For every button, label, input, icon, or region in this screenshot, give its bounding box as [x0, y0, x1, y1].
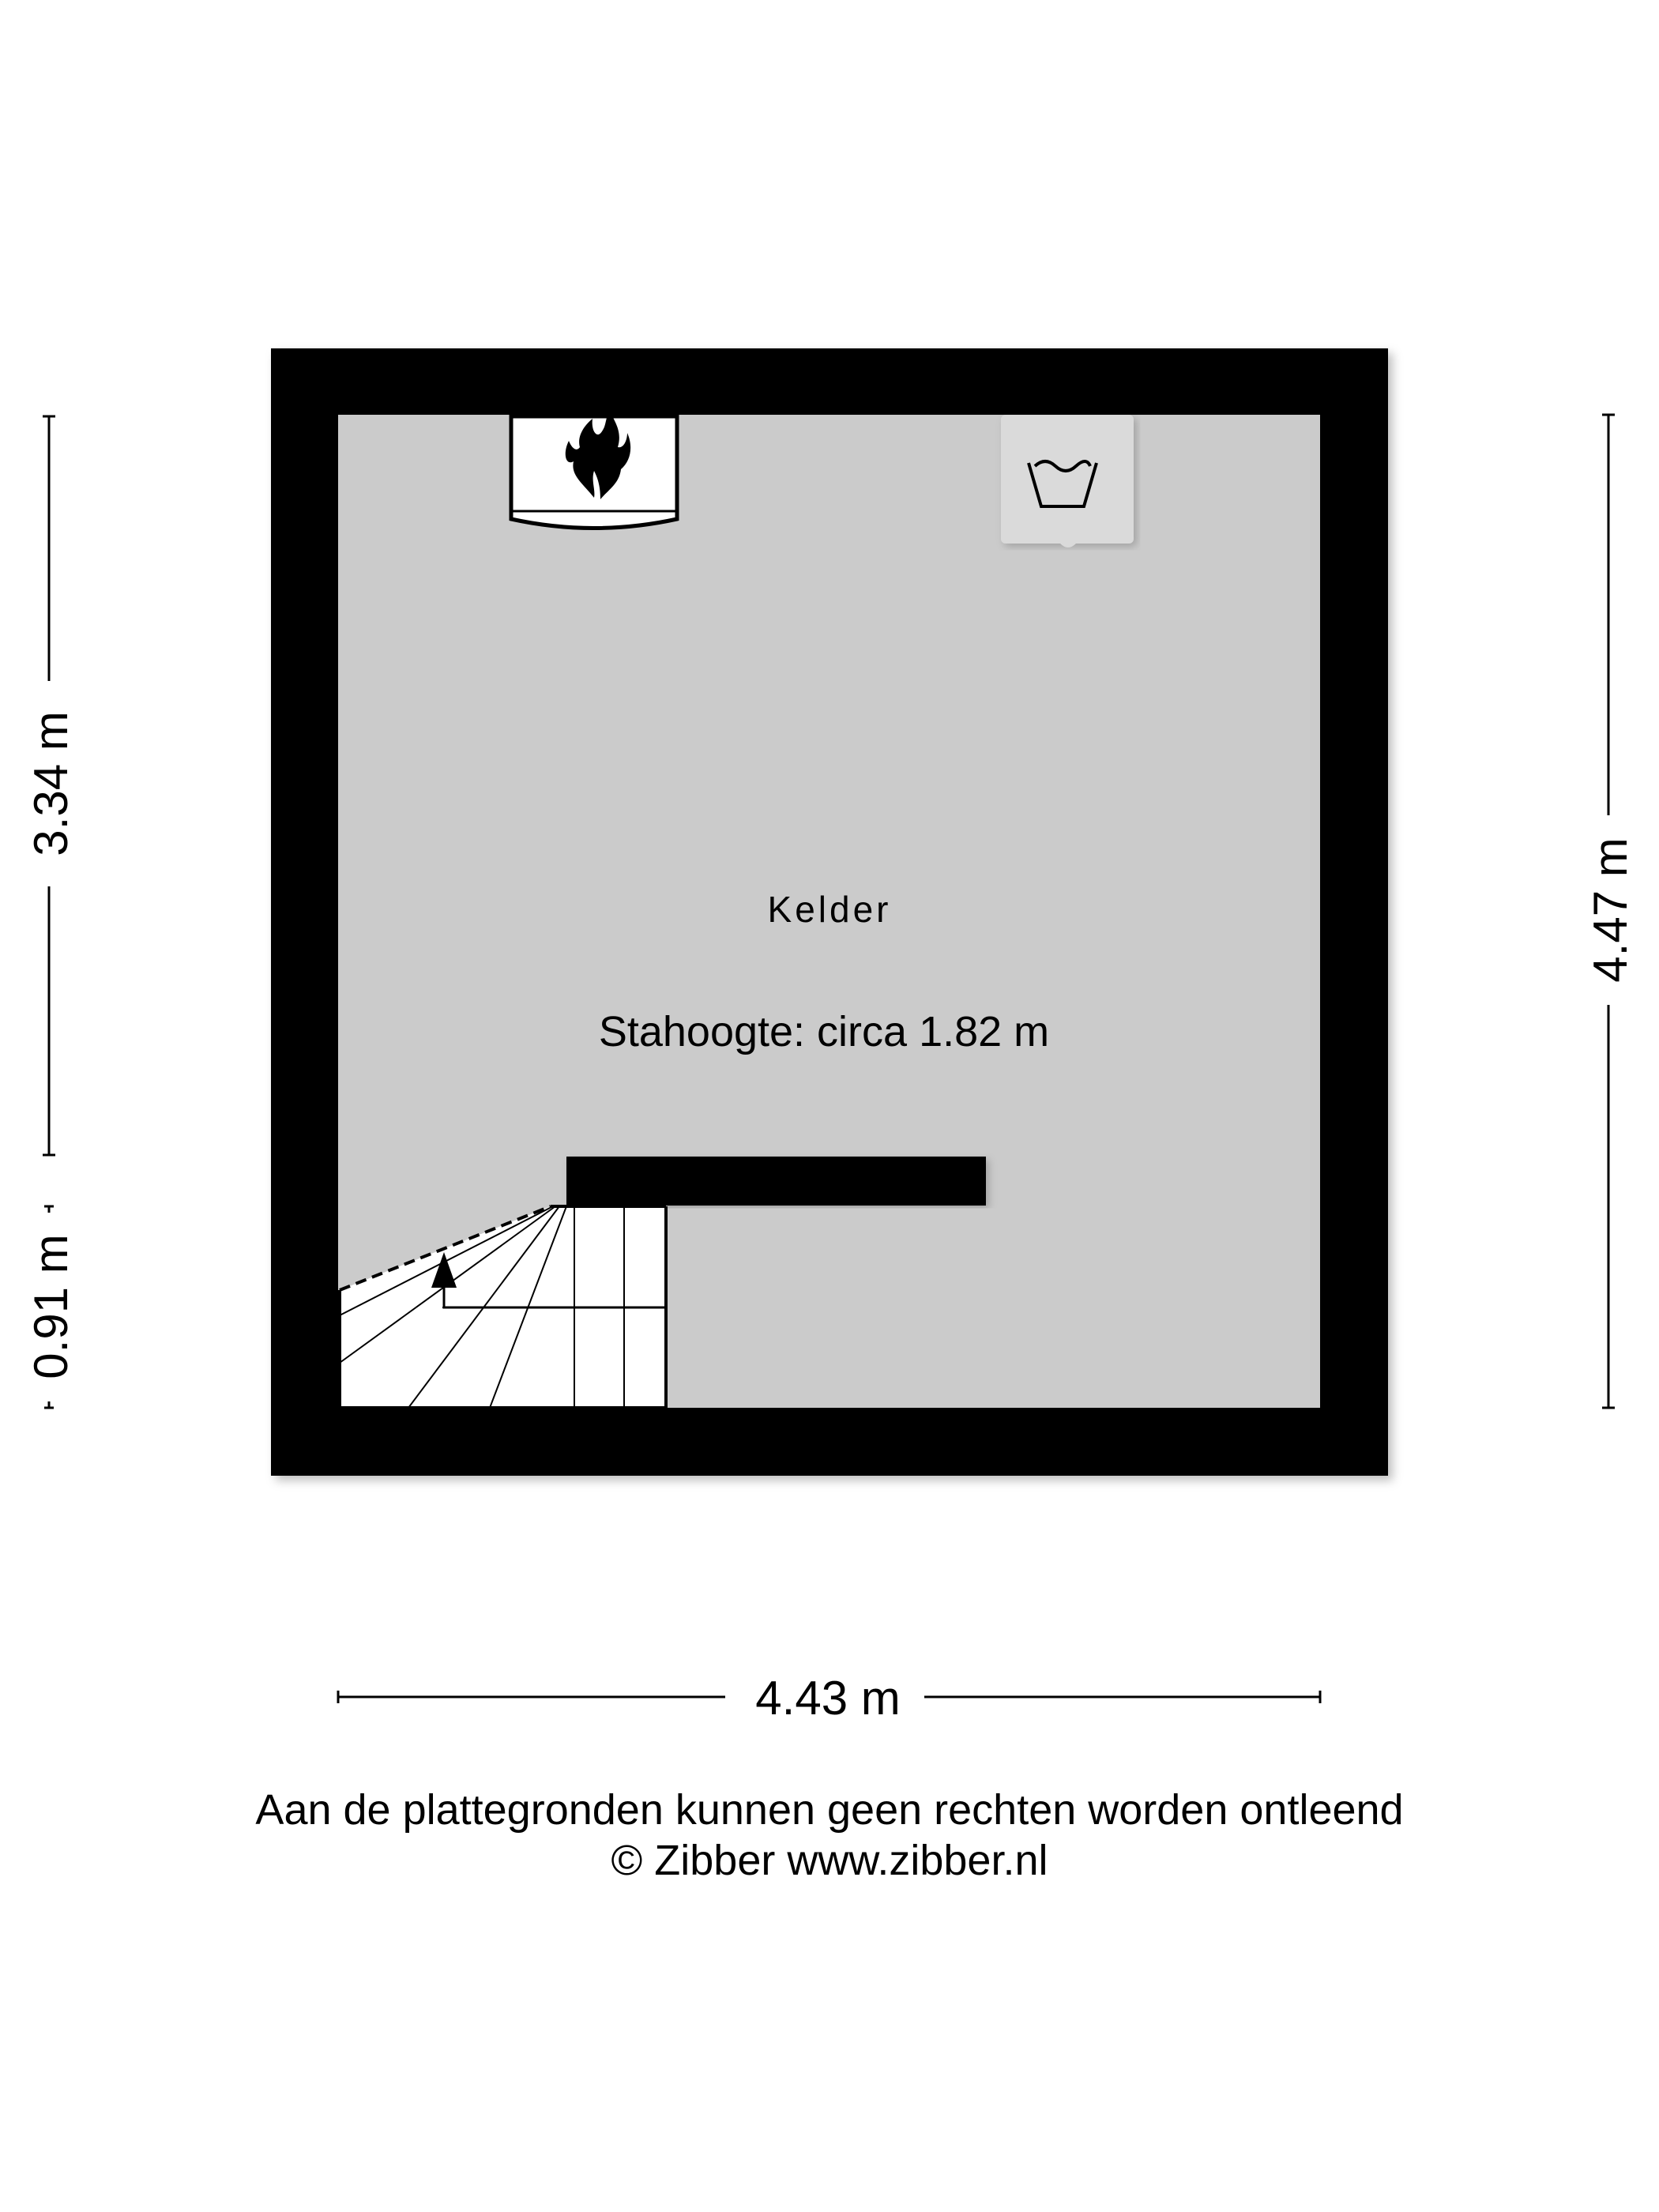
washing-machine-fixture	[1001, 415, 1134, 547]
dimension-left-upper-label: 3.34 m	[24, 711, 77, 856]
dimension-bottom-label: 4.43 m	[755, 1672, 901, 1725]
copyright-text: © Zibber www.zibber.nl	[611, 1837, 1048, 1884]
disclaimer-text: Aan de plattegronden kunnen geen rechten worden ontleend	[255, 1786, 1404, 1834]
room-ceiling-height: Stahoogte: circa 1.82 m	[598, 1008, 1050, 1055]
dimension-right-label: 4.47 m	[1584, 837, 1637, 983]
dimension-left-lower-label: 0.91 m	[24, 1234, 77, 1379]
interior-wall	[566, 1157, 986, 1206]
room-name: Kelder	[767, 889, 892, 930]
boiler-fixture	[511, 411, 677, 529]
